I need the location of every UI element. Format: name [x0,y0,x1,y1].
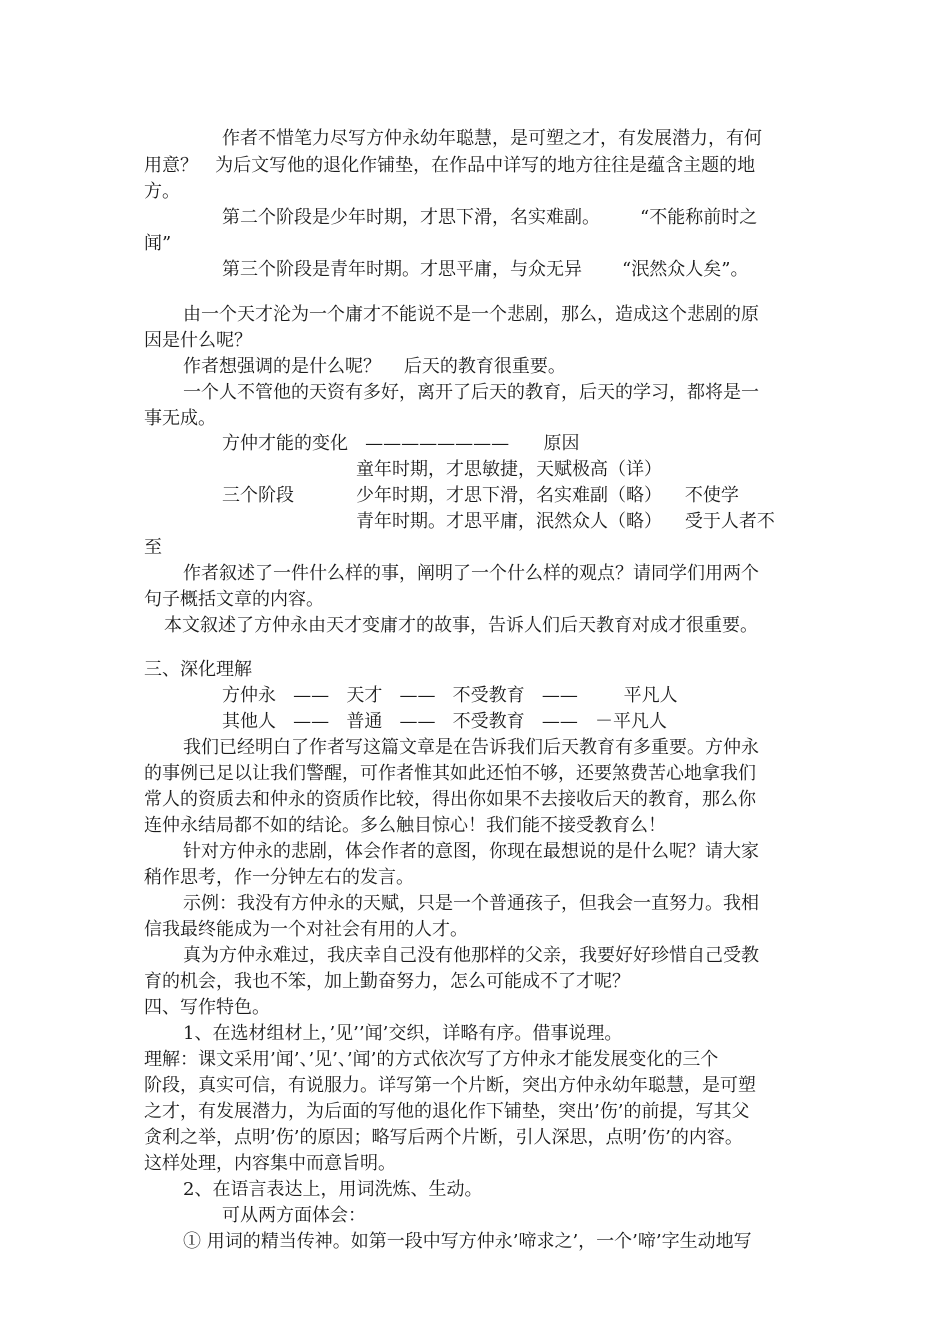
text-line: 用意？ 为后文写他的退化作铺垫，在作品中详写的地方往往是蕴含主题的地 [144,155,756,176]
text-line: 方仲才能的变化 ———————— 原因 [222,433,580,454]
text-line: 作者不惜笔力尽写方仲永幼年聪慧，是可塑之才，有发展潜力，有何 [222,128,762,149]
text-line: 常人的资质去和仲永的资质作比较，得出你如果不去接收后天的教育，那么你 [144,789,756,810]
text-line: 第二个阶段是少年时期，才思下滑，名实难副。 “不能称前时之 [222,207,758,228]
text-line: 可从两方面体会： [222,1205,366,1226]
text-line: 1、在选材组材上，’见’’闻’交织，详略有序。借事说理。 [183,1023,623,1044]
text-line: 其他人 —— 普通 —— 不受教育 —— －平凡人 [222,711,667,732]
text-line: 少年时期，才思下滑，名实难副（略） 不使学 [356,485,739,506]
section-heading: 四、写作特色。 [144,997,270,1018]
text-line: 的事例已足以让我们警醒，可作者惟其如此还怕不够，还要煞费苦心地拿我们 [144,763,756,784]
text-line: 稍作思考，作一分钟左右的发言。 [144,867,414,888]
text-line: 事无成。 [144,408,216,429]
text-line: 这样处理，内容集中而意旨明。 [144,1153,396,1174]
text-line: 2、在语言表达上，用词洗炼、生动。 [183,1179,483,1200]
text-line: 青年时期。才思平庸，泯然众人（略） 受于人者不 [356,511,775,532]
text-line: 一个人不管他的天资有多好，离开了后天的教育，后天的学习，都将是一 [183,382,759,403]
text-line: 因是什么呢？ [144,330,252,351]
text-line: 由一个天才沦为一个庸才不能说不是一个悲剧，那么，造成这个悲剧的原 [183,304,759,325]
text-line: 句子概括文章的内容。 [144,589,324,610]
text-line: 之才，有发展潜力，为后面的写他的退化作下铺垫，突出’伤’的前提，写其父 [144,1101,750,1122]
text-line: 方。 [144,181,180,202]
text-line: 作者想强调的是什么呢？ 后天的教育很重要。 [183,356,566,377]
text-line: 阶段，真实可信，有说服力。详写第一个片断，突出方仲永幼年聪慧，是可塑 [144,1075,756,1096]
text-line: 针对方仲永的悲剧，体会作者的意图，你现在最想说的是什么呢？请大家 [183,841,759,862]
text-line: 育的机会，我也不笨，加上勤奋努力，怎么可能成不了才呢？ [144,971,630,992]
text-line: 贪利之举，点明’伤’的原因；略写后两个片断，引人深思，点明’伤’的内容。 [144,1127,743,1148]
text-line: 第三个阶段是青年时期。才思平庸，与众无异 “泯然众人矣”。 [222,259,749,280]
text-line: 理解：课文采用’闻’、’见’、’闻’的方式依次写了方仲永才能发展变化的三个 [144,1049,719,1070]
section-heading: 三、深化理解 [144,659,252,680]
text-line: ① 用词的精当传神。如第一段中写方仲永’啼求之’，一个’啼’字生动地写 [183,1231,752,1252]
text-line: 本文叙述了方仲永由天才变庸才的故事，告诉人们后天教育对成才很重要。 [164,615,758,636]
text-line: 三个阶段 [222,485,294,506]
text-line: 信我最终能成为一个对社会有用的人才。 [144,919,468,940]
text-line: 闻” [144,233,172,254]
text-line: 至 [144,537,162,558]
text-line: 方仲永 —— 天才 —— 不受教育 —— 平凡人 [222,685,678,706]
text-line: 连仲永结局都不如的结论。多么触目惊心！我们能不接受教育么！ [144,815,666,836]
text-line: 我们已经明白了作者写这篇文章是在告诉我们后天教育有多重要。方仲永 [183,737,759,758]
text-line: 童年时期，才思敏捷，天赋极高（详） [356,459,662,480]
text-line: 作者叙述了一件什么样的事，阐明了一个什么样的观点？请同学们用两个 [183,563,759,584]
text-line: 真为方仲永难过，我庆幸自己没有他那样的父亲，我要好好珍惜自己受教 [183,945,759,966]
text-line: 示例：我没有方仲永的天赋，只是一个普通孩子，但我会一直努力。我相 [183,893,759,914]
